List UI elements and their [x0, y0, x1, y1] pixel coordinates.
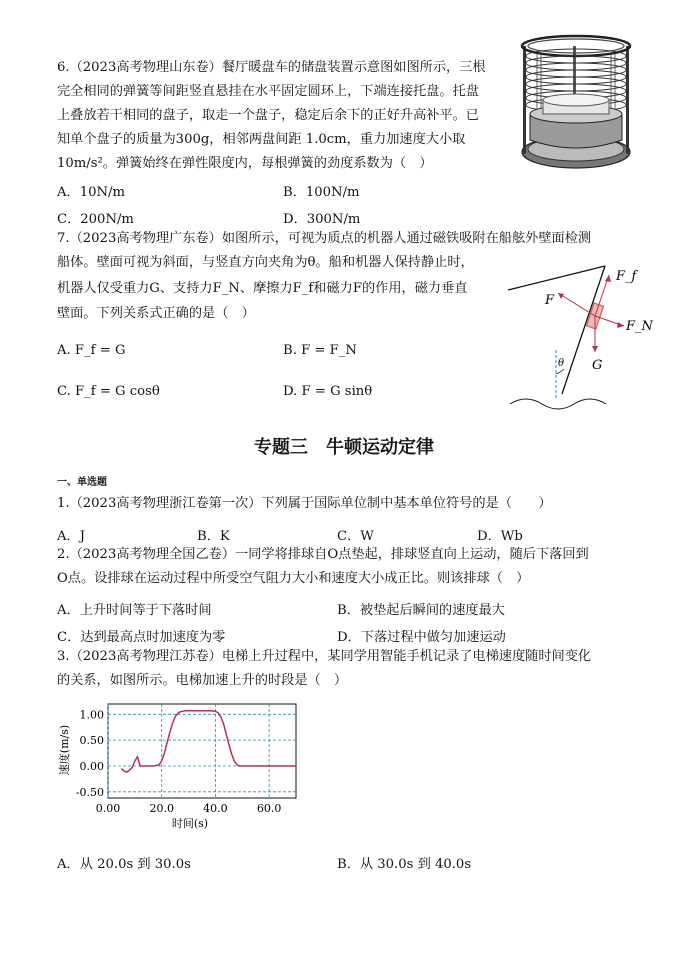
q7-option-d[interactable]: D. F = G sinθ — [283, 384, 373, 399]
plot-frame — [108, 704, 296, 798]
x-axis-label: 时间(s) — [171, 817, 209, 830]
q7-option-a[interactable]: A. F_f = G — [57, 343, 126, 358]
q2-option-b[interactable]: B．被垫起后瞬间的速度最大 — [337, 603, 505, 618]
q6-option-a[interactable]: A．10N/m — [57, 185, 125, 200]
q6-option-b[interactable]: B．100N/m — [283, 185, 360, 200]
x-tick-label: 60.0 — [256, 802, 282, 815]
q1-option-c[interactable]: C．W — [337, 529, 374, 544]
q2-line2: O点。设排球在运动过程中所受空气阻力大小和速度大小成正比。则该排球（ ） — [57, 571, 530, 586]
velocity-series-line — [121, 711, 296, 773]
q1-option-a[interactable]: A．J — [57, 529, 85, 544]
x-tick-label: 40.0 — [203, 802, 228, 815]
x-tick-label: 0.00 — [95, 802, 121, 815]
q2-line1: 2.（2023高考物理全国乙卷）一同学将排球自O点垫起，排球竖直向上运动，随后下落回到 — [57, 547, 589, 562]
axis-ticks — [76, 708, 282, 815]
q2-option-c[interactable]: C．达到最高点时加速度为零 — [57, 630, 226, 645]
y-tick-label: 0.00 — [79, 759, 104, 773]
q7-line4: 壁面。下列关系式正确的是（ ） — [57, 306, 255, 321]
q6-line4: 知单个盘子的质量为300g，相邻两盘间距 1.0cm，重力加速度大小取 — [57, 132, 466, 147]
label-fn: F_N — [626, 319, 653, 334]
label-theta: θ — [558, 358, 565, 369]
label-ff: F_f — [616, 269, 637, 284]
label-f: F — [545, 293, 555, 308]
y-tick-label: 1.00 — [79, 708, 104, 722]
q7-line1: 7.（2023高考物理广东卷）如图所示，可视为质点的机器人通过磁铁吸附在船舷外壁面检测 — [57, 231, 592, 246]
q2-option-d[interactable]: D．下落过程中做匀加速运动 — [337, 630, 506, 645]
y-tick-label: -0.50 — [75, 785, 104, 799]
q6-option-c[interactable]: C．200N/m — [57, 212, 134, 227]
q6-line2: 完全相同的弹簧等间距竖直悬挂在水平固定圆环上，下端连接托盘。托盘 — [57, 84, 479, 99]
q3-option-b[interactable]: B．从 30.0s 到 40.0s — [337, 857, 472, 872]
q1-option-b[interactable]: B．K — [197, 529, 230, 544]
velocity-chart — [56, 700, 306, 840]
section-label: 一、单选题 — [57, 477, 107, 488]
q6-line3: 上叠放若干相同的盘子，取走一个盘子，稳定后余下的正好升高补平。已 — [57, 108, 479, 123]
q2-option-a[interactable]: A．上升时间等于下落时间 — [57, 603, 212, 618]
q6-line1: 6.（2023高考物理山东卷）餐厅暖盘车的储盘装置示意图如图所示，三根 — [57, 60, 486, 75]
q3-line2: 的关系，如图所示。电梯加速上升的时段是（ ） — [57, 673, 348, 688]
plate-warmer-figure — [517, 30, 635, 176]
label-g: G — [592, 358, 603, 373]
q6-line5: 10m/s²。弹簧始终在弹性限度内，每根弹簧的劲度系数为（ ） — [57, 156, 433, 171]
q7-option-c[interactable]: C. F_f = G cosθ — [57, 384, 160, 399]
q7-line2: 船体。壁面可视为斜面，与竖直方向夹角为θ。船和机器人保持静止时， — [57, 255, 474, 270]
chapter-heading: 专题三 牛顿运动定律 — [254, 437, 434, 458]
q3-line1: 3.（2023高考物理江苏卷）电梯上升过程中，某同学用智能手机记录了电梯速度随时间变化 — [57, 649, 592, 664]
q3-option-a[interactable]: A．从 20.0s 到 30.0s — [57, 857, 191, 872]
ship-wall-figure — [508, 262, 653, 412]
q7-line3: 机器人仅受重力G、支持力F_N、摩擦力F_f和磁力F的作用，磁力垂直 — [57, 281, 468, 296]
q1-line1: 1.（2023高考物理浙江卷第一次）下列属于国际单位制中基本单位符号的是（ ） — [57, 496, 552, 511]
x-tick-label: 20.0 — [149, 802, 174, 815]
q1-option-d[interactable]: D．Wb — [477, 529, 523, 544]
grid — [108, 704, 296, 798]
q7-option-b[interactable]: B. F = F_N — [283, 343, 357, 358]
y-tick-label: 0.50 — [79, 734, 104, 748]
q6-option-d[interactable]: D．300N/m — [283, 212, 361, 227]
y-axis-label: 速度(m/s) — [58, 724, 71, 776]
